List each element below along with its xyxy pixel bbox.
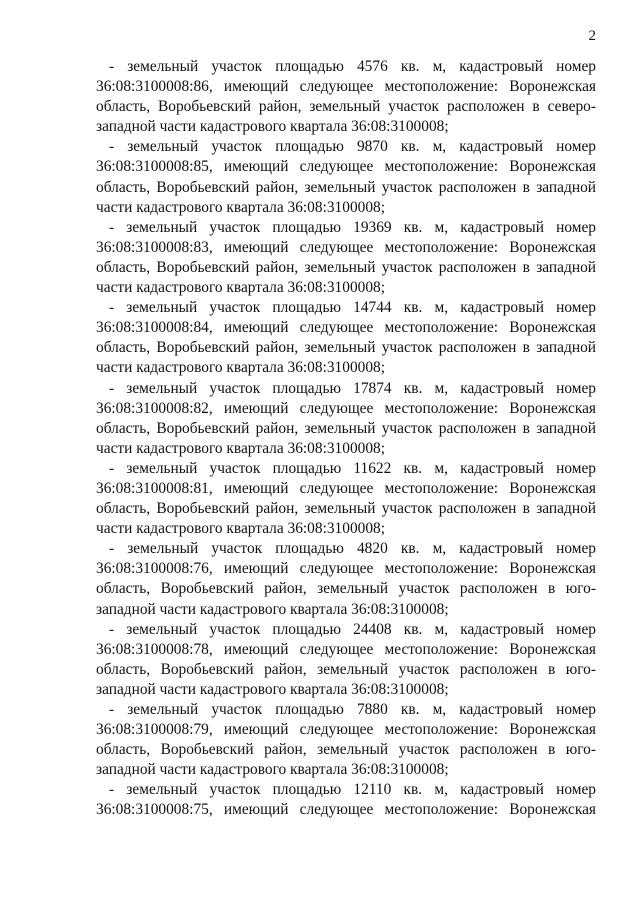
land-plot-entry: - земельный участок площадью 4820 кв. м, кадастровый номер 36:08:3100008:76, имеющий следующее местоположение: Воронежская область, Воробьевский район, земельный участок расположен в юго-западной части кадастрового квартала 36:08:3100008; [96, 540, 596, 618]
land-plot-entry: - земельный участок площадью 11622 кв. м, кадастровый номер 36:08:3100008:81, имеющий следующее местоположение: Воронежская область, Воробьевский район, земельный участок расположен в западной части кадастрового квартала 36:08:3100008; [96, 459, 596, 538]
land-plot-entry: - земельный участок площадью 4576 кв. м, кадастровый номер 36:08:3100008:86, имеющий следующее местоположение: Воронежская область, Воробьевский район, земельный участок расположен в северо-западной части кадастрового квартала 36:08:3100008; [96, 58, 596, 136]
land-plot-entry: - земельный участок площадью 7880 кв. м, кадастровый номер 36:08:3100008:79, имеющий следующее местоположение: Воронежская область, Воробьевский район, земельный участок расположен в юго-западной части кадастрового квартала 36:08:3100008; [96, 701, 596, 779]
land-plot-entry: - земельный участок площадью 17874 кв. м, кадастровый номер 36:08:3100008:82, имеющий следующее местоположение: Воронежская область, Воробьевский район, земельный участок расположен в западной части кадастрового квартала 36:08:3100008; [96, 379, 596, 457]
land-plot-entry: - земельный участок площадью 24408 кв. м, кадастровый номер 36:08:3100008:78, имеющий следующее местоположение: Воронежская область, Воробьевский район, земельный участок расположен в юго-западной части кадастрового квартала 36:08:3100008; [96, 620, 596, 698]
land-plot-entry: - земельный участок площадью 19369 кв. м, кадастровый номер 36:08:3100008:83, имеющий следующее местоположение: Воронежская область, Воробьевский район, земельный участок расположен в западной части кадастрового квартала 36:08:3100008; [96, 218, 596, 297]
land-plot-entry: - земельный участок площадью 14744 кв. м, кадастровый номер 36:08:3100008:84, имеющий следующее местоположение: Воронежская область, Воробьевский район, земельный участок расположен в западной части кадастрового квартала 36:08:3100008; [96, 299, 596, 377]
document-body [96, 57, 596, 821]
page-number: 2 [588, 28, 596, 44]
land-plot-entry: - земельный участок площадью 9870 кв. м, кадастровый номер 36:08:3100008:85, имеющий следующее местоположение: Воронежская область, Воробьевский район, земельный участок расположен в западной части кадастрового квартала 36:08:3100008; [96, 138, 596, 216]
land-plot-entry: - земельный участок площадью 12110 кв. м, кадастровый номер 36:08:3100008:75, имеющий следующее местоположение: Воронежская [96, 781, 596, 819]
